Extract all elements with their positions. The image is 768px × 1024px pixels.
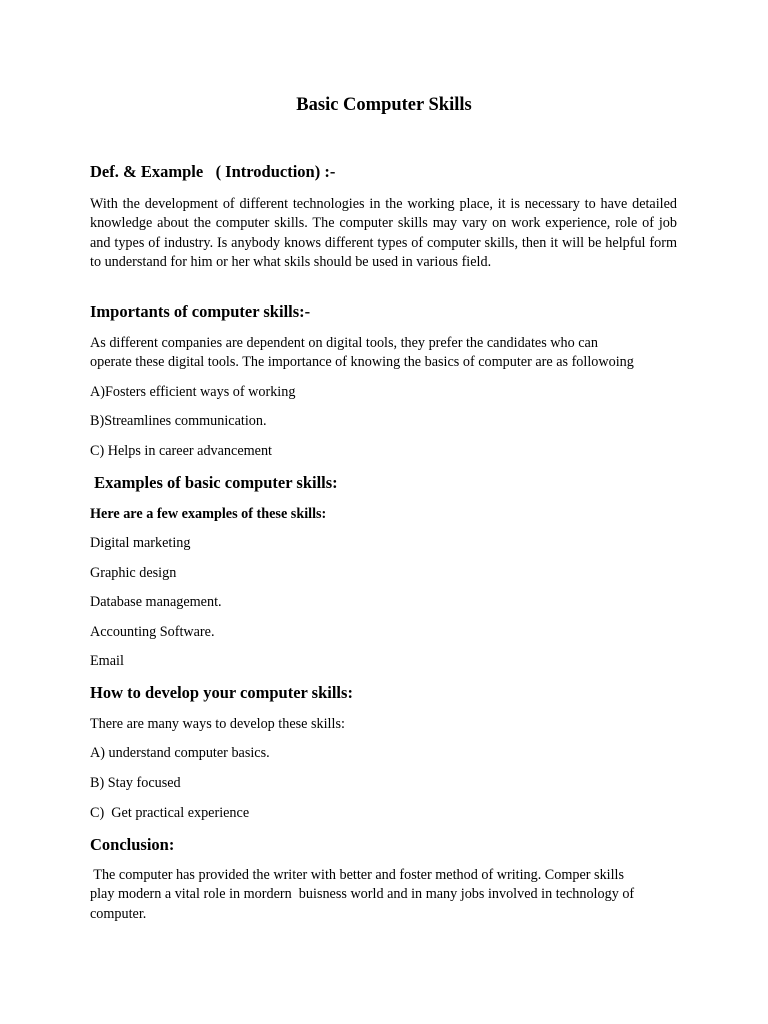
importance-paragraph [90,334,677,373]
develop-item: C) Get practical experience [90,805,250,821]
conclusion-paragraph-line: The computer has provided the writer with better and foster method of writing. Comper skills [90,867,625,883]
conclusion-paragraph [90,866,677,924]
develop-item: A) understand computer basics. [90,745,270,761]
importance-item: B)Streamlines communication. [90,413,267,429]
importance-paragraph-line: As different companies are dependent on digital tools, they prefer the candidates who can [90,335,598,351]
importance-item: C) Helps in career advancement [90,443,272,459]
page-title: Basic Computer Skills [296,95,472,115]
importance-paragraph-line: operate these digital tools. The importance of knowing the basics of computer are as followoing [90,354,634,371]
examples-item: Accounting Software. [90,624,215,640]
examples-item: Database management. [90,594,222,610]
examples-subheading: Here are a few examples of these skills: [90,506,327,522]
importance-heading: Importants of computer skills:- [90,302,311,321]
develop-item: B) Stay focused [90,775,181,791]
conclusion-paragraph-line: play modern a vital role in mordern buisness world and in many jobs involved in technology of [90,886,635,903]
examples-item: Digital marketing [90,535,191,551]
conclusion-heading: Conclusion: [90,835,175,854]
examples-heading: Examples of basic computer skills: [90,473,338,492]
intro-paragraph: With the development of different technologies in the working place, it is necessary to have detailed knowledge about the computer skills. The computer skills may vary on work experience, role of job and types of industry. Is anybody knows different types of computer skills, then it will be helpful form to understand for him or her what skils should be used in various field. [90,196,677,270]
intro-heading: Def. & Example ( Introduction) :- [90,162,336,181]
examples-item: Email [90,653,124,669]
examples-item: Graphic design [90,565,177,581]
develop-heading: How to develop your computer skills: [90,683,353,702]
conclusion-paragraph-line: computer. [90,905,147,922]
importance-item: A)Fosters efficient ways of working [90,384,296,400]
develop-intro: There are many ways to develop these skills: [90,716,345,732]
